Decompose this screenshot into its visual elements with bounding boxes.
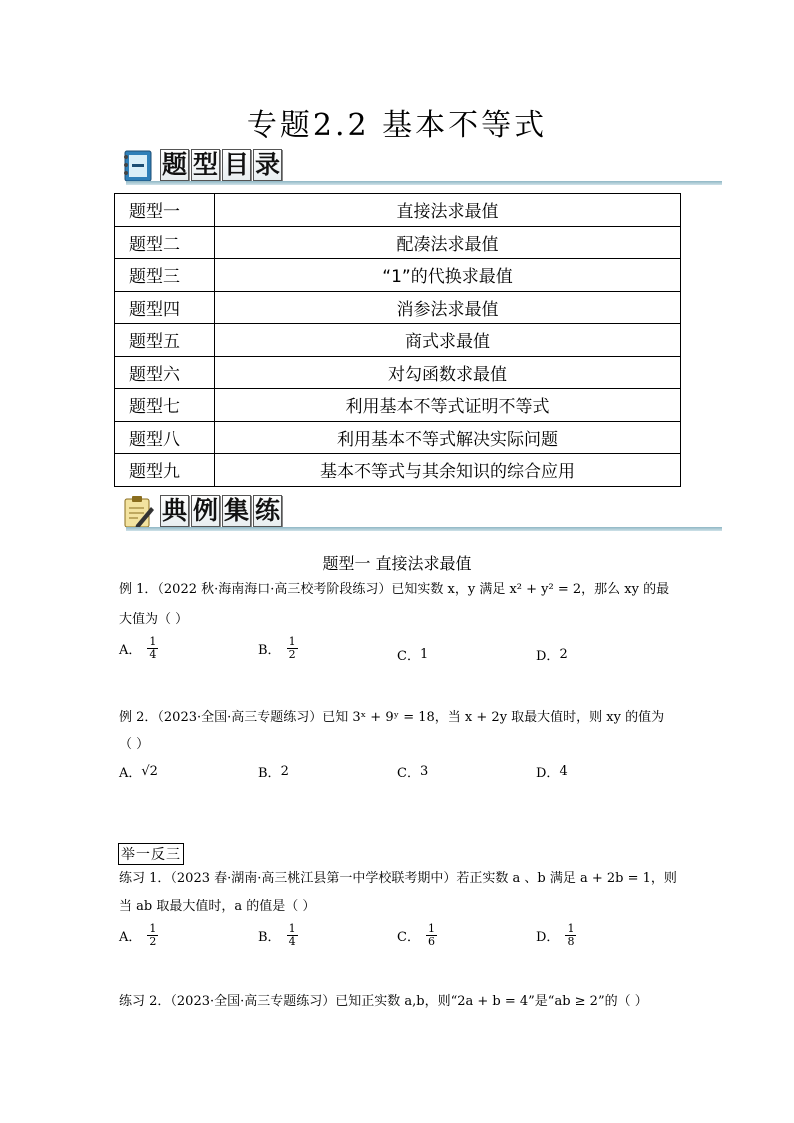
- example-2-line-1: 例 2．（2023·全国·高三专题练习）已知 3ˣ + 9ʸ = 18，当 x + 2y 取最大值时，则 xy 的值为: [119, 710, 665, 725]
- heading-rule: [126, 181, 722, 185]
- numerator: 1: [149, 922, 157, 935]
- heading-char: 练: [255, 496, 281, 525]
- option-letter: C．: [397, 649, 420, 664]
- table-row: [115, 389, 681, 422]
- option-c: [397, 645, 428, 664]
- toc-topic: 商式求最值: [215, 324, 681, 357]
- toc-label: 题型七: [115, 389, 215, 422]
- toc-label: 题型五: [115, 324, 215, 357]
- toc-label: 题型一: [115, 194, 215, 227]
- option-c: [397, 923, 437, 948]
- practice-2-line-1: 练习 2．（2023·全国·高三专题练习）已知正实数 a,b，则“2a + b = 4”是“ab ≥ 2”的（ ）: [119, 994, 648, 1009]
- toc-label: 题型二: [115, 226, 215, 259]
- option-c: [397, 762, 428, 781]
- toc-topic: 配凑法求最值: [215, 226, 681, 259]
- denominator: 4: [288, 935, 296, 948]
- table-row: [115, 226, 681, 259]
- option-value: 3: [419, 764, 429, 779]
- option-value: 2: [559, 647, 568, 662]
- numerator: 1: [567, 922, 575, 935]
- option-value: 2: [280, 764, 289, 779]
- heading-char: 集: [224, 496, 250, 525]
- toc-heading: [122, 147, 722, 187]
- toc-topic: 利用基本不等式证明不等式: [215, 389, 681, 422]
- fraction: [426, 923, 437, 948]
- practice-badge: 举一反三: [118, 843, 184, 865]
- fraction: [147, 923, 158, 948]
- fraction: [147, 636, 158, 661]
- heading-char: 型: [193, 150, 219, 179]
- table-row: [115, 421, 681, 454]
- toc-topic: 消参法求最值: [215, 291, 681, 324]
- option-letter: B．: [258, 643, 281, 658]
- toc-label: 题型九: [115, 454, 215, 487]
- toc-label: 题型三: [115, 259, 215, 292]
- table-row: [115, 454, 681, 487]
- toc-table: [114, 193, 681, 487]
- option-letter: C．: [397, 930, 420, 945]
- table-row: [115, 356, 681, 389]
- heading-char: 题: [162, 150, 188, 179]
- toc-topic: 基本不等式与其余知识的综合应用: [215, 454, 681, 487]
- numerator: 1: [427, 922, 435, 935]
- numerator: 1: [149, 635, 157, 648]
- option-a: [119, 923, 158, 948]
- option-letter: D．: [536, 930, 560, 945]
- option-d: [536, 762, 568, 781]
- option-letter: C．: [397, 766, 420, 781]
- heading-rule: [126, 527, 722, 531]
- clipboard-pencil-icon: [122, 495, 154, 529]
- option-b: [258, 636, 298, 661]
- option-b: [258, 762, 289, 781]
- denominator: 8: [567, 935, 575, 948]
- option-letter: A．: [119, 930, 142, 945]
- example-2-line-2: （ ）: [119, 737, 150, 752]
- table-row: [115, 291, 681, 324]
- fraction: [565, 923, 576, 948]
- denominator: 2: [288, 648, 296, 661]
- fraction: [287, 636, 298, 661]
- option-value: 4: [559, 764, 568, 779]
- page-title: 专题2.2 基本不等式: [246, 108, 548, 143]
- numerator: 1: [288, 922, 296, 935]
- option-letter: A．: [119, 643, 142, 658]
- toc-label: 题型四: [115, 291, 215, 324]
- practice-1-line-2: 当 ab 取最大值时，a 的值是（ ）: [119, 899, 316, 914]
- example-1-line-2: 大值为（ ）: [119, 612, 189, 627]
- toc-topic: 对勾函数求最值: [215, 356, 681, 389]
- numerator: 1: [288, 635, 296, 648]
- table-row: [115, 194, 681, 227]
- option-a: [119, 762, 158, 781]
- option-a: [119, 636, 158, 661]
- option-d: [536, 645, 568, 664]
- table-row: [115, 259, 681, 292]
- option-letter: B．: [258, 766, 281, 781]
- toc-topic: “1”的代换求最值: [215, 259, 681, 292]
- option-letter: A．: [119, 766, 142, 781]
- table-row: [115, 324, 681, 357]
- option-b: [258, 923, 298, 948]
- section-title: 题型一 直接法求最值: [322, 554, 472, 573]
- fraction: [287, 923, 298, 948]
- example-1-line-1: 例 1．（2022 秋·海南海口·高三校考阶段练习）已知实数 x，y 满足 x² + y² = 2，那么 xy 的最: [119, 582, 670, 597]
- option-d: [536, 923, 576, 948]
- toc-label: 题型六: [115, 356, 215, 389]
- heading-char: 例: [193, 496, 219, 525]
- notebook-icon: [122, 149, 154, 183]
- option-value: 1: [419, 647, 429, 662]
- option-letter: B．: [258, 930, 281, 945]
- option-letter: D．: [536, 766, 560, 781]
- toc-label: 题型八: [115, 421, 215, 454]
- toc-topic: 直接法求最值: [215, 194, 681, 227]
- examples-heading: [122, 493, 722, 533]
- heading-char: 目: [224, 150, 250, 179]
- toc-topic: 利用基本不等式解决实际问题: [215, 421, 681, 454]
- denominator: 2: [149, 935, 157, 948]
- denominator: 4: [149, 648, 157, 661]
- practice-1-line-1: 练习 1．（2023 春·湖南·高三桃江县第一中学校联考期中）若正实数 a 、b 满足 a + 2b = 1，则: [119, 871, 677, 886]
- heading-char: 录: [255, 150, 281, 179]
- option-letter: D．: [536, 649, 560, 664]
- option-value: √2: [141, 764, 158, 779]
- denominator: 6: [427, 935, 435, 948]
- heading-char: 典: [162, 496, 188, 525]
